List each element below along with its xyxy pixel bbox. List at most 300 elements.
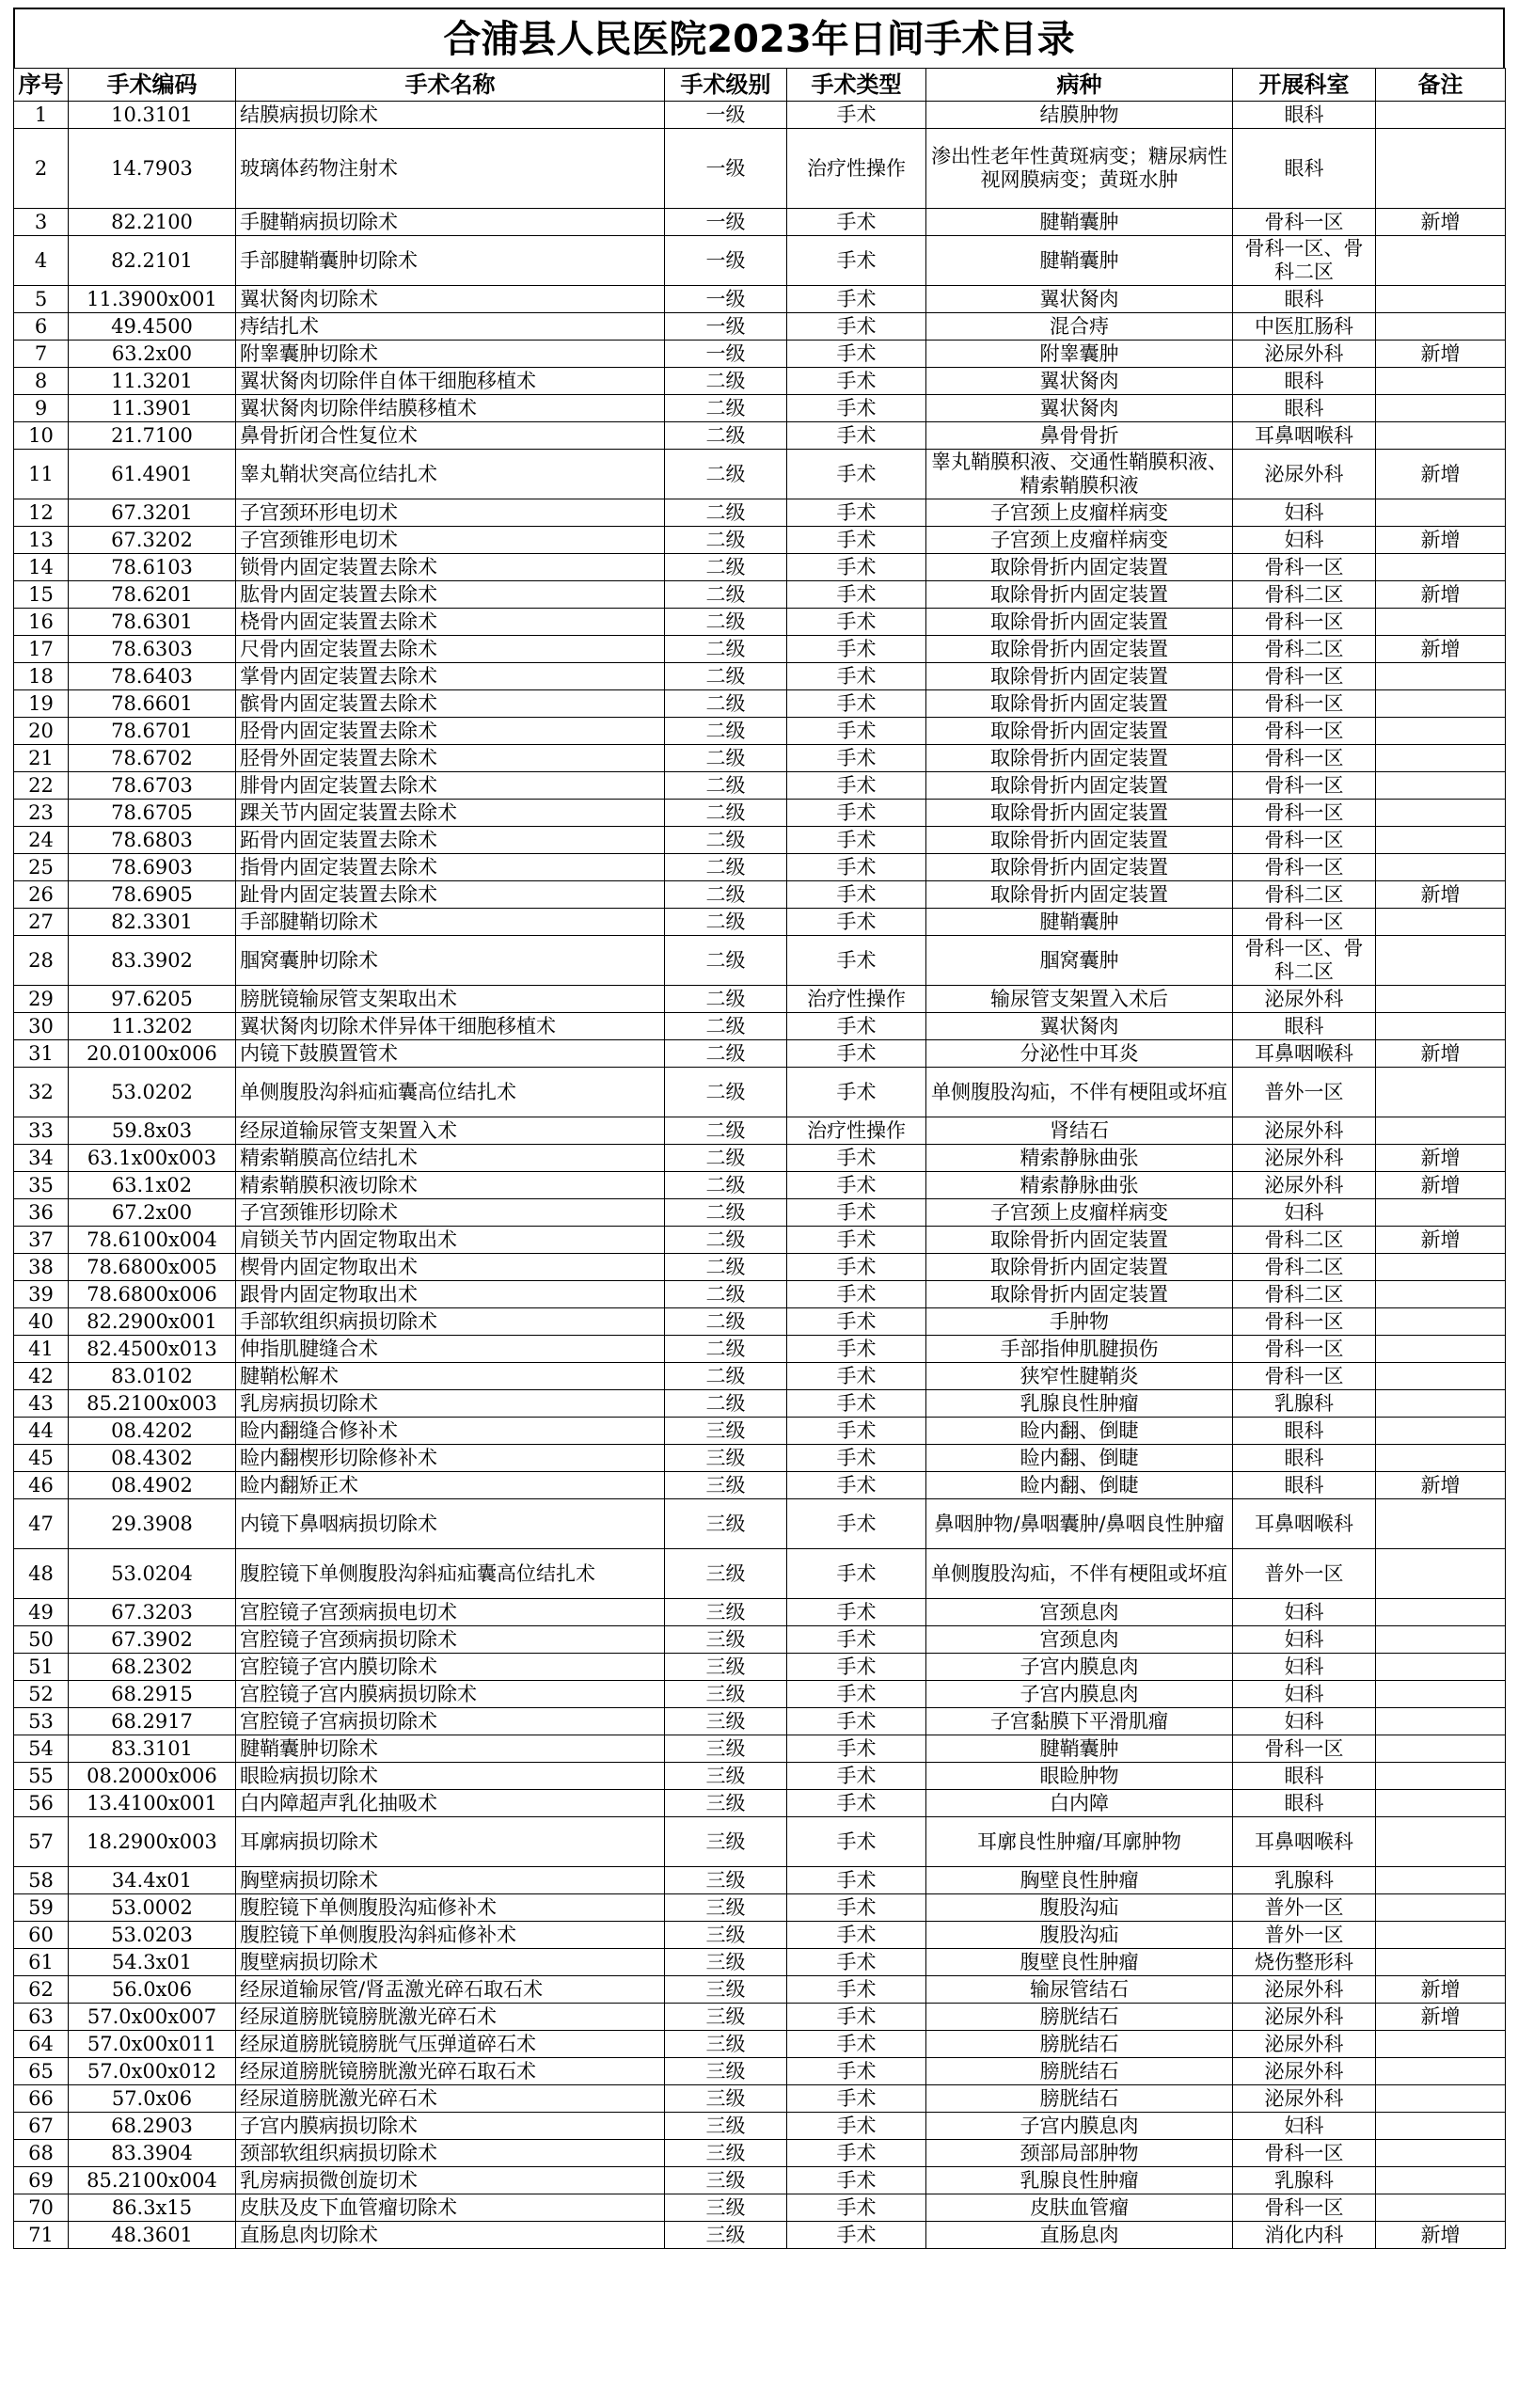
cell-disease: 睑内翻、倒睫 [926, 1445, 1233, 1472]
cell-disease: 皮肤血管瘤 [926, 2194, 1233, 2222]
cell-code: 54.3x01 [69, 1949, 236, 1976]
cell-type: 手术 [787, 909, 926, 936]
cell-type: 手术 [787, 800, 926, 827]
cell-code: 83.3902 [69, 936, 236, 986]
cell-level: 一级 [665, 236, 787, 286]
cell-name: 睾丸鞘状突高位结扎术 [236, 450, 665, 499]
cell-code: 34.4x01 [69, 1867, 236, 1894]
cell-disease: 取除骨折内固定装置 [926, 772, 1233, 800]
cell-type: 手术 [787, 1949, 926, 1976]
cell-type: 手术 [787, 1735, 926, 1763]
cell-type: 手术 [787, 2113, 926, 2140]
cell-level: 二级 [665, 1117, 787, 1145]
cell-disease: 膀胱结石 [926, 2085, 1233, 2113]
cell-remark [1376, 368, 1506, 395]
cell-code: 97.6205 [69, 986, 236, 1013]
cell-department: 骨科一区、骨科二区 [1233, 236, 1376, 286]
cell-name: 腘窝囊肿切除术 [236, 936, 665, 986]
cell-level: 二级 [665, 936, 787, 986]
cell-department: 骨科一区 [1233, 554, 1376, 581]
cell-code: 78.6701 [69, 718, 236, 745]
cell-type: 手术 [787, 1308, 926, 1336]
cell-index: 18 [14, 663, 69, 690]
cell-type: 手术 [787, 2058, 926, 2085]
cell-remark [1376, 2058, 1506, 2085]
table-row [14, 1976, 1506, 2004]
cell-department: 眼科 [1233, 1790, 1376, 1817]
cell-department: 泌尿外科 [1233, 2085, 1376, 2113]
cell-remark [1376, 102, 1506, 129]
cell-index: 2 [14, 129, 69, 209]
cell-type: 手术 [787, 854, 926, 881]
cell-level: 二级 [665, 581, 787, 609]
cell-index: 51 [14, 1654, 69, 1681]
cell-type: 手术 [787, 772, 926, 800]
table-row [14, 800, 1506, 827]
cell-remark [1376, 827, 1506, 854]
cell-code: 78.6800x006 [69, 1281, 236, 1308]
table-row [14, 1499, 1506, 1549]
cell-level: 二级 [665, 1040, 787, 1068]
cell-remark [1376, 499, 1506, 527]
cell-type: 治疗性操作 [787, 986, 926, 1013]
cell-code: 57.0x00x011 [69, 2031, 236, 2058]
cell-department: 普外一区 [1233, 1068, 1376, 1117]
cell-level: 三级 [665, 1418, 787, 1445]
table-row [14, 1681, 1506, 1708]
cell-department: 眼科 [1233, 1445, 1376, 1472]
cell-level: 二级 [665, 663, 787, 690]
cell-department: 骨科一区 [1233, 745, 1376, 772]
cell-index: 1 [14, 102, 69, 129]
table-row [14, 1445, 1506, 1472]
cell-index: 23 [14, 800, 69, 827]
cell-type: 手术 [787, 1445, 926, 1472]
table-row [14, 286, 1506, 313]
cell-name: 鼻骨折闭合性复位术 [236, 422, 665, 450]
cell-code: 11.3202 [69, 1013, 236, 1040]
cell-name: 腱鞘囊肿切除术 [236, 1735, 665, 1763]
cell-level: 二级 [665, 499, 787, 527]
cell-type: 手术 [787, 827, 926, 854]
cell-department: 中医肛肠科 [1233, 313, 1376, 341]
cell-code: 83.3101 [69, 1735, 236, 1763]
table-row [14, 102, 1506, 129]
cell-remark: 新增 [1376, 209, 1506, 236]
cell-code: 82.2100 [69, 209, 236, 236]
cell-name: 结膜病损切除术 [236, 102, 665, 129]
cell-level: 一级 [665, 286, 787, 313]
cell-disease: 精索静脉曲张 [926, 1145, 1233, 1172]
cell-remark [1376, 1894, 1506, 1922]
cell-department: 妇科 [1233, 499, 1376, 527]
cell-department: 妇科 [1233, 1599, 1376, 1626]
cell-name: 痔结扎术 [236, 313, 665, 341]
cell-level: 二级 [665, 827, 787, 854]
cell-type: 手术 [787, 313, 926, 341]
cell-disease: 睾丸鞘膜积液、交通性鞘膜积液、精索鞘膜积液 [926, 450, 1233, 499]
cell-type: 手术 [787, 1867, 926, 1894]
cell-department: 烧伤整形科 [1233, 1949, 1376, 1976]
table-row [14, 2222, 1506, 2249]
cell-type: 手术 [787, 2140, 926, 2167]
table-row [14, 986, 1506, 1013]
table-row [14, 1817, 1506, 1867]
cell-remark [1376, 718, 1506, 745]
cell-code: 78.6703 [69, 772, 236, 800]
cell-index: 46 [14, 1472, 69, 1499]
cell-remark: 新增 [1376, 1040, 1506, 1068]
cell-department: 泌尿外科 [1233, 341, 1376, 368]
cell-index: 41 [14, 1336, 69, 1363]
cell-remark: 新增 [1376, 881, 1506, 909]
cell-level: 三级 [665, 1472, 787, 1499]
cell-remark [1376, 1599, 1506, 1626]
cell-remark [1376, 1867, 1506, 1894]
cell-remark [1376, 1254, 1506, 1281]
cell-remark [1376, 1445, 1506, 1472]
cell-level: 三级 [665, 1499, 787, 1549]
cell-disease: 手部指伸肌腱损伤 [926, 1336, 1233, 1363]
cell-level: 二级 [665, 554, 787, 581]
cell-code: 18.2900x003 [69, 1817, 236, 1867]
cell-department: 妇科 [1233, 527, 1376, 554]
table-row [14, 395, 1506, 422]
cell-type: 手术 [787, 609, 926, 636]
cell-disease: 输尿管结石 [926, 1976, 1233, 2004]
cell-department: 普外一区 [1233, 1549, 1376, 1599]
cell-type: 手术 [787, 1499, 926, 1549]
cell-level: 二级 [665, 1390, 787, 1418]
cell-index: 56 [14, 1790, 69, 1817]
table-row [14, 1735, 1506, 1763]
cell-department: 泌尿外科 [1233, 1145, 1376, 1172]
cell-index: 58 [14, 1867, 69, 1894]
cell-disease: 宫颈息肉 [926, 1599, 1233, 1626]
cell-department: 骨科一区 [1233, 2140, 1376, 2167]
cell-name: 桡骨内固定装置去除术 [236, 609, 665, 636]
cell-index: 16 [14, 609, 69, 636]
cell-code: 67.3201 [69, 499, 236, 527]
cell-level: 二级 [665, 881, 787, 909]
header-type: 手术类型 [787, 69, 926, 102]
table-row [14, 2194, 1506, 2222]
cell-name: 翼状胬肉切除术 [236, 286, 665, 313]
cell-code: 78.6403 [69, 663, 236, 690]
cell-department: 泌尿外科 [1233, 1172, 1376, 1199]
header-code: 手术编码 [69, 69, 236, 102]
cell-index: 39 [14, 1281, 69, 1308]
cell-department: 妇科 [1233, 1708, 1376, 1735]
cell-index: 48 [14, 1549, 69, 1599]
cell-code: 68.2915 [69, 1681, 236, 1708]
cell-disease: 结膜肿物 [926, 102, 1233, 129]
table-row [14, 2004, 1506, 2031]
cell-index: 55 [14, 1763, 69, 1790]
cell-disease: 取除骨折内固定装置 [926, 800, 1233, 827]
cell-name: 经尿道输尿管/肾盂激光碎石取石术 [236, 1976, 665, 2004]
table-row [14, 1336, 1506, 1363]
table-row [14, 2140, 1506, 2167]
cell-name: 子宫内膜病损切除术 [236, 2113, 665, 2140]
table-row [14, 368, 1506, 395]
cell-department: 骨科一区 [1233, 663, 1376, 690]
cell-department: 眼科 [1233, 102, 1376, 129]
cell-type: 手术 [787, 341, 926, 368]
cell-department: 骨科一区 [1233, 718, 1376, 745]
cell-department: 眼科 [1233, 286, 1376, 313]
cell-level: 三级 [665, 2113, 787, 2140]
cell-level: 三级 [665, 1654, 787, 1681]
cell-remark [1376, 1549, 1506, 1599]
cell-disease: 取除骨折内固定装置 [926, 690, 1233, 718]
cell-code: 78.6103 [69, 554, 236, 581]
cell-code: 78.6301 [69, 609, 236, 636]
cell-remark [1376, 2085, 1506, 2113]
cell-name: 单侧腹股沟斜疝疝囊高位结扎术 [236, 1068, 665, 1117]
cell-index: 66 [14, 2085, 69, 2113]
cell-remark [1376, 1336, 1506, 1363]
cell-code: 53.0002 [69, 1894, 236, 1922]
cell-level: 二级 [665, 772, 787, 800]
cell-department: 普外一区 [1233, 1894, 1376, 1922]
table-row [14, 1172, 1506, 1199]
cell-department: 耳鼻咽喉科 [1233, 1817, 1376, 1867]
cell-remark [1376, 1013, 1506, 1040]
cell-index: 42 [14, 1363, 69, 1390]
cell-name: 腹腔镜下单侧腹股沟疝修补术 [236, 1894, 665, 1922]
cell-level: 三级 [665, 1894, 787, 1922]
cell-department: 泌尿外科 [1233, 450, 1376, 499]
cell-index: 57 [14, 1817, 69, 1867]
cell-remark [1376, 800, 1506, 827]
cell-index: 38 [14, 1254, 69, 1281]
cell-code: 63.2x00 [69, 341, 236, 368]
cell-index: 70 [14, 2194, 69, 2222]
cell-name: 子宫颈环形电切术 [236, 499, 665, 527]
cell-level: 二级 [665, 1199, 787, 1227]
cell-remark [1376, 1654, 1506, 1681]
cell-level: 二级 [665, 395, 787, 422]
cell-disease: 耳廓良性肿瘤/耳廓肿物 [926, 1817, 1233, 1867]
cell-name: 趾骨内固定装置去除术 [236, 881, 665, 909]
cell-code: 48.3601 [69, 2222, 236, 2249]
cell-code: 67.3203 [69, 1599, 236, 1626]
cell-disease: 取除骨折内固定装置 [926, 718, 1233, 745]
cell-department: 骨科一区 [1233, 1363, 1376, 1390]
cell-department: 眼科 [1233, 129, 1376, 209]
cell-disease: 取除骨折内固定装置 [926, 636, 1233, 663]
cell-department: 乳腺科 [1233, 2167, 1376, 2194]
cell-remark [1376, 422, 1506, 450]
cell-index: 62 [14, 1976, 69, 2004]
cell-disease: 翼状胬肉 [926, 395, 1233, 422]
cell-code: 86.3x15 [69, 2194, 236, 2222]
cell-remark: 新增 [1376, 1976, 1506, 2004]
table-row [14, 2167, 1506, 2194]
cell-department: 骨科二区 [1233, 636, 1376, 663]
cell-department: 妇科 [1233, 1681, 1376, 1708]
table-row [14, 1708, 1506, 1735]
cell-remark: 新增 [1376, 581, 1506, 609]
cell-department: 骨科二区 [1233, 1227, 1376, 1254]
cell-type: 手术 [787, 1549, 926, 1599]
cell-type: 手术 [787, 1817, 926, 1867]
cell-code: 63.1x02 [69, 1172, 236, 1199]
cell-index: 69 [14, 2167, 69, 2194]
cell-name: 皮肤及皮下血管瘤切除术 [236, 2194, 665, 2222]
cell-code: 78.6905 [69, 881, 236, 909]
cell-remark [1376, 1390, 1506, 1418]
cell-level: 二级 [665, 450, 787, 499]
cell-disease: 腱鞘囊肿 [926, 209, 1233, 236]
cell-code: 78.6903 [69, 854, 236, 881]
cell-level: 三级 [665, 1922, 787, 1949]
cell-name: 腹腔镜下单侧腹股沟斜疝疝囊高位结扎术 [236, 1549, 665, 1599]
cell-disease: 渗出性老年性黄斑病变；糖尿病性视网膜病变；黄斑水肿 [926, 129, 1233, 209]
cell-name: 精索鞘膜积液切除术 [236, 1172, 665, 1199]
cell-department: 泌尿外科 [1233, 2004, 1376, 2031]
document-title: 合浦县人民医院2023年日间手术目录 [13, 8, 1505, 68]
cell-type: 手术 [787, 368, 926, 395]
cell-disease: 取除骨折内固定装置 [926, 1227, 1233, 1254]
cell-remark [1376, 1681, 1506, 1708]
cell-level: 二级 [665, 909, 787, 936]
cell-name: 翼状胬肉切除术伴异体干细胞移植术 [236, 1013, 665, 1040]
cell-type: 手术 [787, 1145, 926, 1172]
table-row [14, 936, 1506, 986]
cell-remark: 新增 [1376, 1145, 1506, 1172]
cell-code: 82.2101 [69, 236, 236, 286]
cell-department: 泌尿外科 [1233, 2058, 1376, 2085]
cell-name: 颈部软组织病损切除术 [236, 2140, 665, 2167]
cell-type: 手术 [787, 1922, 926, 1949]
cell-code: 56.0x06 [69, 1976, 236, 2004]
cell-level: 二级 [665, 422, 787, 450]
cell-type: 手术 [787, 2031, 926, 2058]
cell-index: 7 [14, 341, 69, 368]
table-row [14, 236, 1506, 286]
cell-name: 宫腔镜子宫颈病损电切术 [236, 1599, 665, 1626]
cell-level: 一级 [665, 341, 787, 368]
cell-department: 骨科一区 [1233, 2194, 1376, 2222]
cell-type: 手术 [787, 236, 926, 286]
cell-type: 手术 [787, 663, 926, 690]
cell-name: 胸壁病损切除术 [236, 1867, 665, 1894]
cell-level: 二级 [665, 745, 787, 772]
table-row [14, 1654, 1506, 1681]
cell-disease: 肾结石 [926, 1117, 1233, 1145]
cell-disease: 翼状胬肉 [926, 1013, 1233, 1040]
cell-code: 78.6601 [69, 690, 236, 718]
cell-name: 腓骨内固定装置去除术 [236, 772, 665, 800]
cell-remark [1376, 690, 1506, 718]
cell-code: 68.2903 [69, 2113, 236, 2140]
cell-disease: 腹壁良性肿瘤 [926, 1949, 1233, 1976]
cell-index: 8 [14, 368, 69, 395]
cell-department: 耳鼻咽喉科 [1233, 1040, 1376, 1068]
cell-type: 手术 [787, 581, 926, 609]
cell-disease: 单侧腹股沟疝，不伴有梗阻或坏疽 [926, 1549, 1233, 1599]
cell-level: 三级 [665, 2031, 787, 2058]
table-row [14, 772, 1506, 800]
cell-disease: 取除骨折内固定装置 [926, 745, 1233, 772]
cell-index: 19 [14, 690, 69, 718]
cell-code: 61.4901 [69, 450, 236, 499]
cell-department: 眼科 [1233, 1013, 1376, 1040]
cell-code: 78.6705 [69, 800, 236, 827]
table-row [14, 1549, 1506, 1599]
cell-level: 三级 [665, 2194, 787, 2222]
cell-type: 手术 [787, 1681, 926, 1708]
cell-disease: 直肠息肉 [926, 2222, 1233, 2249]
table-row [14, 1922, 1506, 1949]
cell-code: 53.0203 [69, 1922, 236, 1949]
cell-index: 4 [14, 236, 69, 286]
cell-index: 68 [14, 2140, 69, 2167]
cell-level: 二级 [665, 800, 787, 827]
cell-level: 二级 [665, 1068, 787, 1117]
cell-disease: 取除骨折内固定装置 [926, 554, 1233, 581]
cell-index: 53 [14, 1708, 69, 1735]
cell-index: 67 [14, 2113, 69, 2140]
table-row [14, 1763, 1506, 1790]
cell-name: 白内障超声乳化抽吸术 [236, 1790, 665, 1817]
cell-index: 25 [14, 854, 69, 881]
cell-index: 54 [14, 1735, 69, 1763]
cell-code: 08.4302 [69, 1445, 236, 1472]
cell-index: 21 [14, 745, 69, 772]
cell-disease: 子宫颈上皮瘤样病变 [926, 527, 1233, 554]
cell-remark [1376, 1735, 1506, 1763]
cell-code: 85.2100x004 [69, 2167, 236, 2194]
table-row [14, 554, 1506, 581]
cell-remark: 新增 [1376, 1172, 1506, 1199]
cell-type: 手术 [787, 2167, 926, 2194]
cell-type: 手术 [787, 2085, 926, 2113]
cell-level: 二级 [665, 1363, 787, 1390]
cell-disease: 乳腺良性肿瘤 [926, 1390, 1233, 1418]
cell-type: 手术 [787, 745, 926, 772]
cell-code: 78.6800x005 [69, 1254, 236, 1281]
cell-level: 三级 [665, 2004, 787, 2031]
cell-type: 手术 [787, 1281, 926, 1308]
cell-disease: 翼状胬肉 [926, 286, 1233, 313]
cell-name: 踝关节内固定装置去除术 [236, 800, 665, 827]
table-row [14, 1227, 1506, 1254]
cell-name: 指骨内固定装置去除术 [236, 854, 665, 881]
cell-remark [1376, 663, 1506, 690]
cell-type: 手术 [787, 1013, 926, 1040]
header-disease: 病种 [926, 69, 1233, 102]
cell-disease: 子宫内膜息肉 [926, 2113, 1233, 2140]
cell-level: 三级 [665, 1708, 787, 1735]
cell-disease: 精索静脉曲张 [926, 1172, 1233, 1199]
cell-level: 二级 [665, 1227, 787, 1254]
cell-name: 睑内翻缝合修补术 [236, 1418, 665, 1445]
header-level: 手术级别 [665, 69, 787, 102]
cell-level: 三级 [665, 1817, 787, 1867]
cell-code: 11.3900x001 [69, 286, 236, 313]
cell-name: 内镜下鼓膜置管术 [236, 1040, 665, 1068]
cell-department: 泌尿外科 [1233, 1976, 1376, 2004]
cell-type: 手术 [787, 286, 926, 313]
cell-disease: 取除骨折内固定装置 [926, 854, 1233, 881]
header-remark: 备注 [1376, 69, 1506, 102]
cell-disease: 眼睑肿物 [926, 1763, 1233, 1790]
cell-code: 11.3201 [69, 368, 236, 395]
cell-remark [1376, 1817, 1506, 1867]
